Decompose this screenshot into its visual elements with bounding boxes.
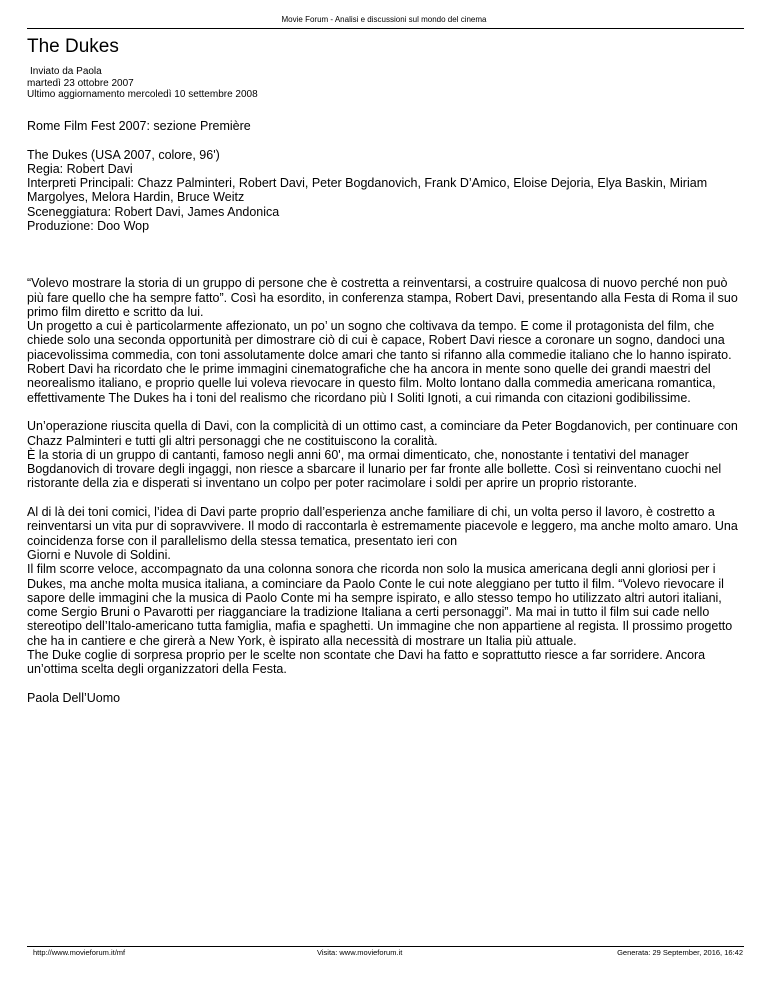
text-line: Un progetto a cui è particolarmente affezionato, un po’ un sogno che coltivava da tempo. E come il protagonista del film, che chiede solo una seconda opportunità per dimostrare ciò di cui è capace, Robert Davi riesce a coronare un sogno, dandoci una piacevolissima commedia, con toni assolutamente dolce amari che tanto si rifanno alla commedie italiano che lo hanno ispirato. <box>27 319 732 362</box>
footer-visit: Visita: www.movieforum.it <box>317 948 403 957</box>
article-title: The Dukes <box>27 36 119 57</box>
article-updated-date: Ultimo aggiornamento mercoledì 10 settembre 2008 <box>27 89 258 100</box>
article-published-date: martedì 23 ottobre 2007 <box>27 77 134 89</box>
text-line: Il film scorre veloce, accompagnato da una colonna sonora che ricorda non solo la musica americana degli anni gloriosi per i Dukes, ma anche molta musica italiana, a cominciare da Paolo Conte le cui note aleggiano per tutto il film. “Volevo rievocare il sapore delle immagini che la musica di Paolo Conte mi ha sempre ispirato, e allo stesso tempo ho utilizzato altri autori italiani, come Sergio Bruni o Pavarotti per riagganciare la tradizione Italiana a certi personaggi”. Ma mai in tutto il film sui cade nello stereotipo dell’Italo-americano tutta famiglia, mafia e spaghetti. Un immagine che non appartiene al regista. Il prossimo progetto che ha in cantiere e che girerà a New York, è ispirato alla necessità di mostrare un Italia più attuale. <box>27 562 733 648</box>
article-paragraph-3 <box>27 505 743 677</box>
credit-title: The Dukes (USA 2007, colore, 96') <box>27 147 220 162</box>
article-signature: Paola Dell’Uomo <box>27 690 121 705</box>
article-paragraph-1 <box>27 276 743 405</box>
footer-url: http://www.movieforum.it/mf <box>33 948 126 957</box>
text-line: “Volevo mostrare la storia di un gruppo di persone che è costretta a reinventarsi, a costruire qualcosa di nuovo perché non può più fare quello che ha sempre fatto”. Così ha esordito, in conferenza stampa, Robert Davi, presentando alla Festa di Roma il suo primo film diretto e scritto da lui. <box>27 276 738 319</box>
credit-cast: Interpreti Principali: Chazz Palminteri, Robert Davi, Peter Bogdanovich, Frank D’Amico, Eloise Dejoria, Elya Baskin, Miriam Margolyes, Melora Hardin, Bruce Weitz <box>27 176 708 205</box>
text-line: Giorni e Nuvole di Soldini. <box>27 547 171 562</box>
footer-divider <box>27 946 744 947</box>
text-line: Al di là dei toni comici, l’idea di Davi parte proprio dall’esperienza anche familiare di chi, un volta perso il lavoro, è costretto a reinventarsi un vita pur di sopravvivere. Il modo di raccontarla è estremamente piacevole e leggero, ma anche molto amaro. Una coincidenza forse con il parallelismo della stessa tematica, presentato ieri con <box>27 505 738 548</box>
text-line: È la storia di un gruppo di cantanti, famoso negli anni 60', ma ormai dimenticato, che, nonostante i tentativi del manager Bogdanovich di trovare degli ingaggi, non riesce a sbarcare il lunario per far fronte alle bollette. Così si reinventano cuochi nel ristorante della zia e disperati si inventano un colpo per poter racimolare i soldi per aprire un proprio ristorante. <box>27 447 722 491</box>
article-author: Inviato da Paola <box>30 66 102 77</box>
article-meta <box>27 66 258 101</box>
footer-generated: Generata: 29 September, 2016, 16:42 <box>617 948 743 957</box>
article-section: Rome Film Fest 2007: sezione Première <box>27 119 251 133</box>
article-paragraph-2 <box>27 419 743 490</box>
site-header: Movie Forum - Analisi e discussioni sul mondo del cinema <box>281 15 487 24</box>
film-credits <box>27 148 743 234</box>
credit-screenplay: Sceneggiatura: Robert Davi, James Andonica <box>27 204 280 219</box>
text-line: Robert Davi ha ricordato che le prime immagini cinematografiche che ha ancora in mente sono quelle dei grandi maestri del neorealismo italiano, e proprio quelle lui voleva rievocare in questo film. Molto lontano dalla commedia americana romantica, effettivamente The Dukes ha i toni del realismo che ricordano più I Soliti Ignoti, a cui rimanda con citazioni godibilissime. <box>27 362 716 405</box>
page-footer <box>27 948 743 960</box>
article-body <box>27 119 743 719</box>
credit-director: Regia: Robert Davi <box>27 161 133 176</box>
text-line: Un’operazione riuscita quella di Davi, con la complicità di un ottimo cast, a cominciare da Peter Bogdanovich, per continuare con Chazz Palminteri e tutti gli altri personaggi che ne costituiscono la coralità. <box>27 419 738 448</box>
text-line: The Duke coglie di sorpresa proprio per le scelte non scontate che Davi ha fatto e soprattutto riesce a far sorridere. Ancora un’ottima scelta degli organizzatori della Festa. <box>27 647 706 677</box>
header-divider <box>27 28 744 29</box>
credit-production: Produzione: Doo Wop <box>27 219 150 234</box>
